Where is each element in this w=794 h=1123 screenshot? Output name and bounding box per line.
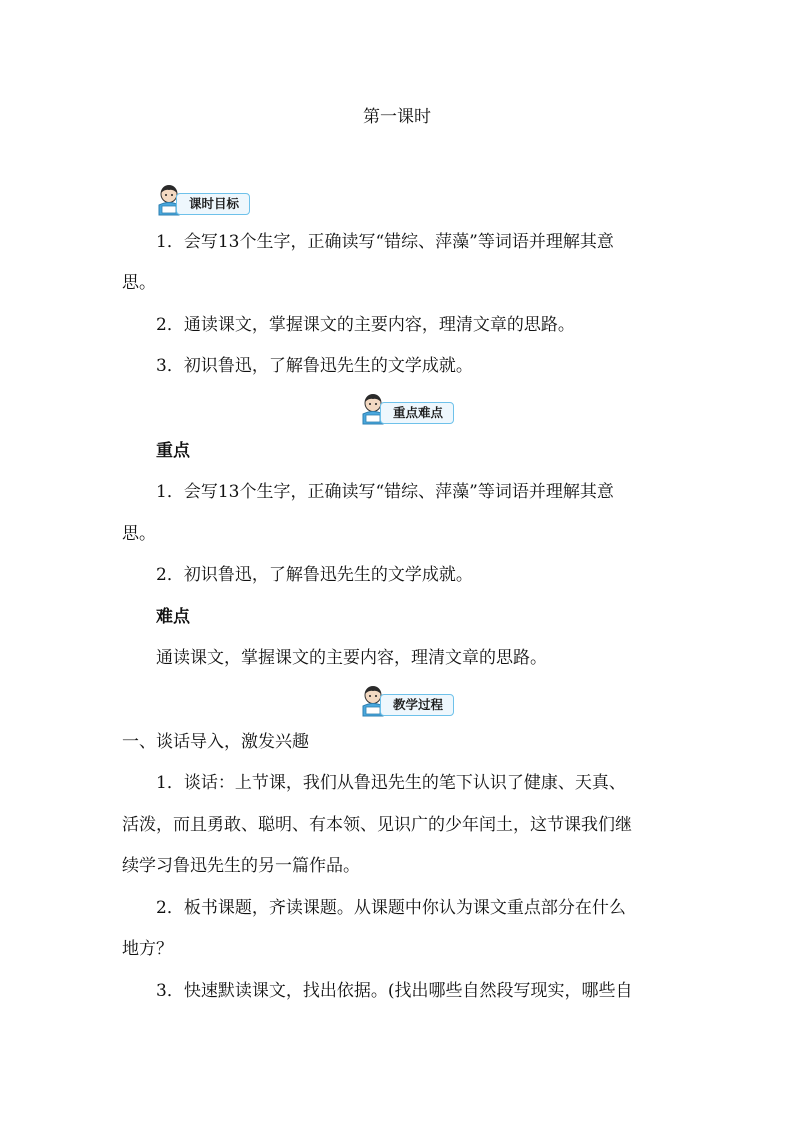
keypoints-item2: 2．初识鲁迅，了解鲁迅先生的文学成就。 [156,565,473,585]
process-step-heading: 一、谈话导入，激发兴趣 [122,732,309,752]
keypoints-item1-line1: 1．会写13个生字，正确读写“错综、萍藻”等词语并理解其意 [156,482,614,502]
process-p3-line1: 3．快速默读课文，找出依据。(找出哪些自然段写现实，哪些自 [156,981,633,1001]
process-p1-line2: 活泼，而且勇敢、聪明、有本领、见识广的少年闰土，这节课我们继 [122,815,632,835]
goals-item2: 2．通读课文，掌握课文的主要内容，理清文章的思路。 [156,315,575,335]
process-p1-line3: 续学习鲁迅先生的另一篇作品。 [122,856,360,876]
process-p2-line1: 2．板书课题，齐读课题。从课题中你认为课文重点部分在什么 [156,898,626,918]
nandian-text: 通读课文，掌握课文的主要内容，理清文章的思路。 [156,648,547,668]
goals-item1-line1: 1．会写13个生字，正确读写“错综、萍藻”等词语并理解其意 [156,232,614,252]
keypoints-item1-line2: 思。 [122,524,156,544]
goals-item1-line2: 思。 [122,273,156,293]
process-badge-label: 教学过程 [380,694,454,716]
nandian-heading: 难点 [156,607,190,627]
page-title: 第一课时 [363,107,431,127]
process-p1-line1: 1．谈话：上节课，我们从鲁迅先生的笔下认识了健康、天真、 [156,773,626,793]
zhongdian-heading: 重点 [156,441,190,461]
process-p2-line2: 地方？ [122,939,173,959]
keypoints-badge-label: 重点难点 [380,402,454,424]
goals-badge-label: 课时目标 [176,193,250,215]
goals-item3: 3．初识鲁迅，了解鲁迅先生的文学成就。 [156,356,473,376]
